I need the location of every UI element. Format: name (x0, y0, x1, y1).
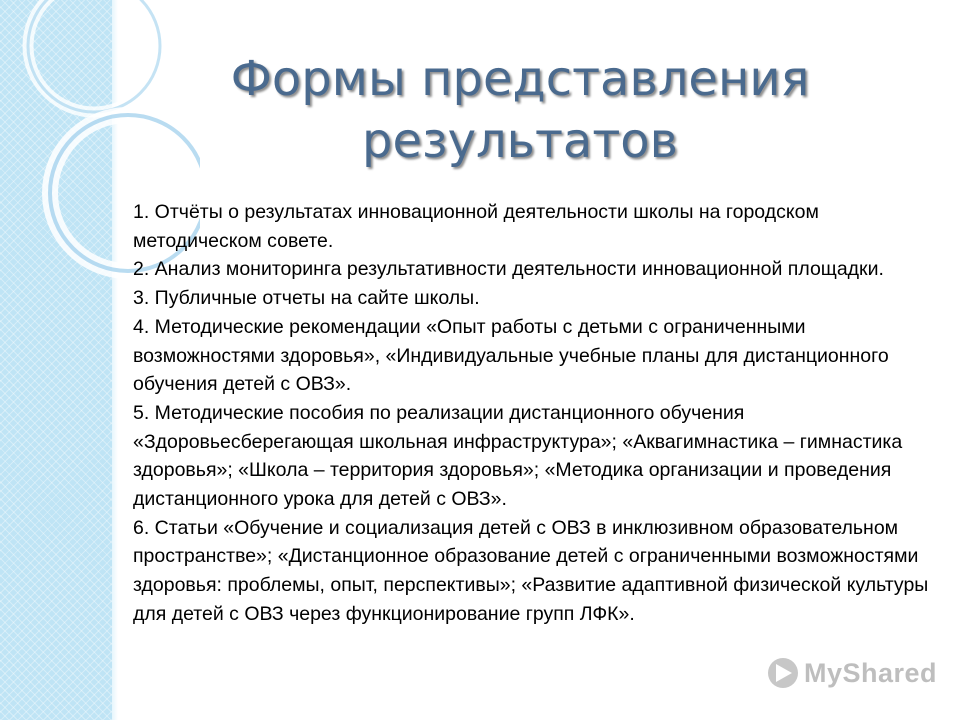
list-item: 2. Анализ мониторинга результативности деятельности инновационной площадки. (133, 258, 884, 281)
list-item: 6. Статьи «Обучение и социализация детей с ОВЗ в инклюзивном образовательном пространстве»; «Дистанционное образование детей с ограниченными возможностями здоровья: проблемы, опыт, перспективы»; «Развитие адаптивной физической культуры для детей с ОВЗ через функционирование групп ЛФК». (133, 516, 929, 625)
list-item: 1. Отчёты о результатах инновационной деятельности школы на городском методическом совете. (133, 201, 819, 252)
slide-title: Формы представления результатов (230, 51, 810, 169)
list-item: 5. Методические пособия по реализации дистанционного обучения «Здоровьесберегающая школьная инфраструктура»; «Аквагимнастика – гимнастика здоровья»; «Школа – территория здоровья»; «Методика организации и проведения дистанционного урока для детей с ОВЗ». (133, 401, 903, 511)
list-item: 4. Методические рекомендации «Опыт работы с детьми с ограниченными возможностями здоровья», «Индивидуальные учебные планы для дистанционного обучения детей с ОВЗ». (133, 315, 889, 396)
results-list (133, 198, 943, 629)
watermark (766, 656, 937, 690)
list-item: 3. Публичные отчеты на сайте школы. (133, 287, 480, 310)
myshared-logo-icon (766, 656, 800, 690)
watermark-text: MyShared (804, 657, 938, 688)
